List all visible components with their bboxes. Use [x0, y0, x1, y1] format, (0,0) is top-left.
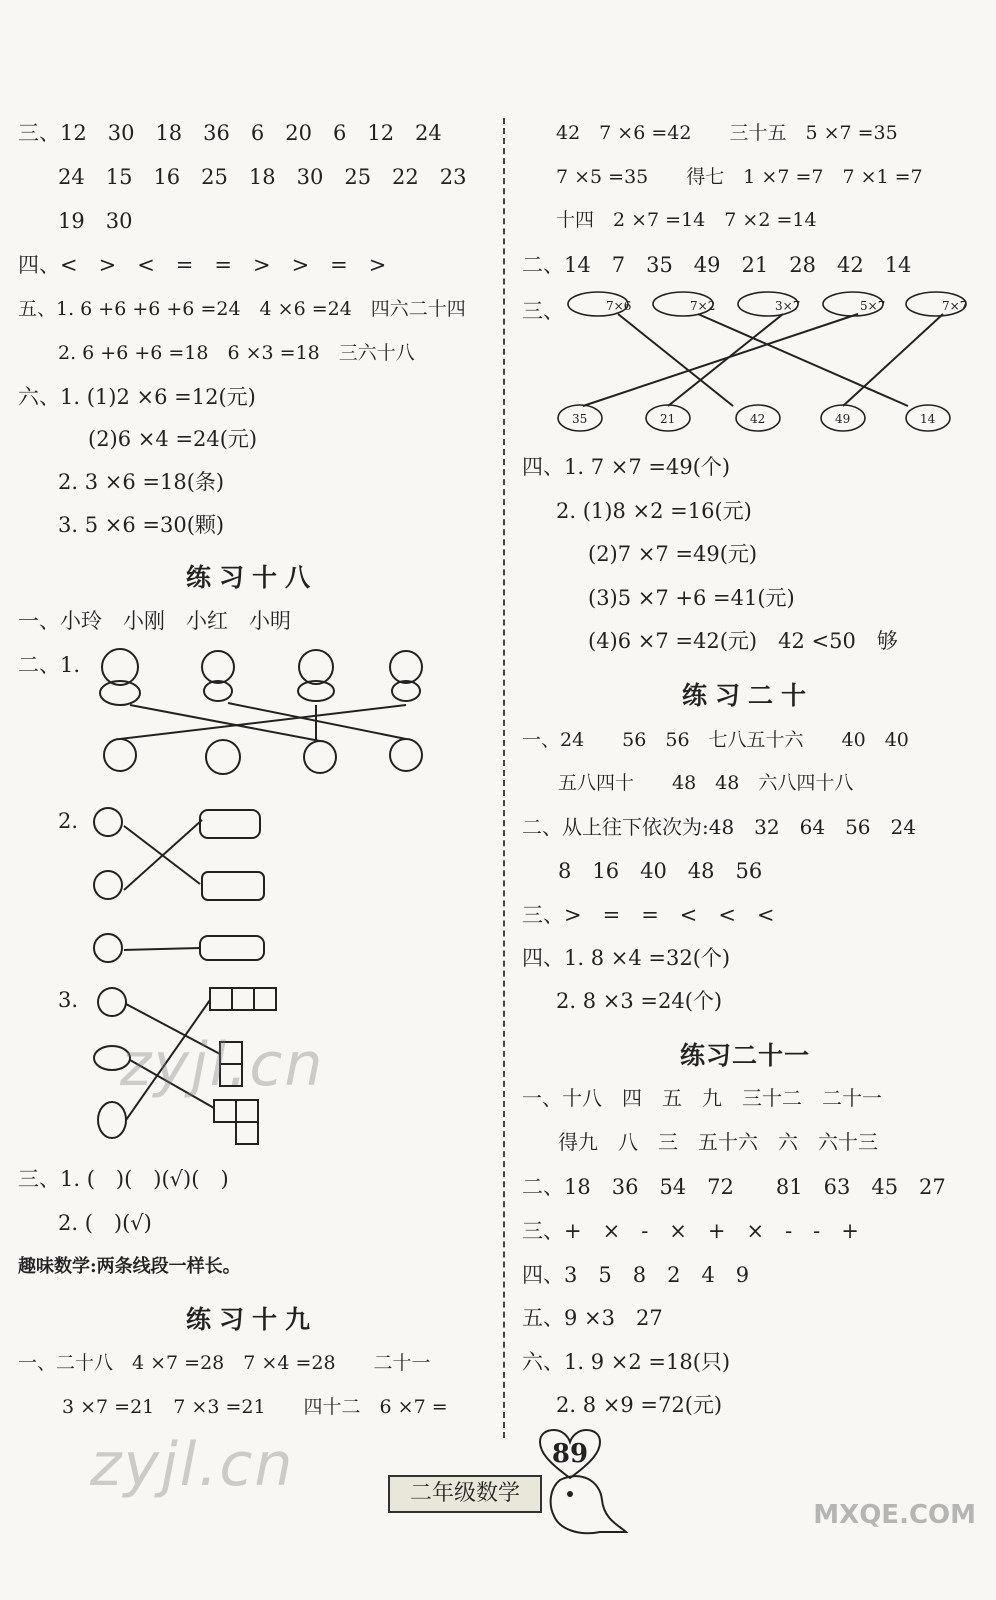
answer-line: 2. (1)8 ×2 =16(元): [556, 499, 752, 523]
answer-line: 19 30: [58, 209, 133, 233]
answer-line: 2. 6 +6 +6 =18 6 ×3 =18 三六十八: [58, 342, 415, 364]
page-number: 89: [551, 1439, 589, 1469]
cake-label: 14: [920, 412, 936, 426]
answer-line: (2)6 ×4 =24(元): [88, 427, 258, 451]
answer-line: (2)7 ×7 =49(元): [588, 542, 758, 566]
answer-line: 2.: [58, 809, 79, 833]
answer-line: 2. 3 ×6 =18(条): [58, 470, 225, 494]
section-heading: 练习二十一: [680, 1041, 811, 1070]
answer-line: 五、9 ×3 27: [522, 1306, 663, 1330]
answer-line: 8 16 40 48 56: [558, 859, 763, 883]
answer-line: 二、1.: [18, 653, 81, 677]
answer-line: 7 ×5 =35 得七 1 ×7 =7 7 ×1 =7: [556, 166, 923, 188]
answer-line: 3 ×7 =21 7 ×3 =21 四十二 6 ×7 =: [62, 1396, 448, 1418]
watermark-text: zyjl.cn: [120, 1030, 325, 1100]
answer-line: 二、14 7 35 49 21 28 42 14: [522, 253, 912, 277]
answer-line: 得九 八 三 五十六 六 六十三: [558, 1130, 878, 1154]
section-heading: 练习二十: [682, 681, 815, 710]
section-heading: 练习十八: [186, 563, 319, 592]
fun-math-line: 趣味数学:两条线段一样长。: [18, 1256, 241, 1277]
answer-line: 二、18 36 54 72 81 63 45 27: [522, 1175, 946, 1199]
answer-line: 六、1. 9 ×2 =18(只): [522, 1350, 731, 1374]
answer-line: 一、小玲 小刚 小红 小明: [18, 609, 291, 633]
answer-line: 十四 2 ×7 =14 7 ×2 =14: [556, 209, 817, 231]
answer-line: (4)6 ×7 =42(元) 42 <50 够: [588, 629, 898, 653]
answer-line: 三、+ × - × + × - - +: [522, 1219, 859, 1243]
cake-label: 35: [572, 412, 588, 426]
answer-line: 三、> = = < < <: [522, 903, 775, 927]
answer-line: 三、1. ( )( )(√)( ): [18, 1167, 229, 1191]
answer-line: 42 7 ×6 =42 三十五 5 ×7 =35: [556, 122, 898, 144]
seal-mascot-icon: [540, 1470, 630, 1540]
answer-line: 3. 5 ×6 =30(颗): [58, 513, 225, 537]
answer-line: 四、1. 8 ×4 =32(个): [522, 946, 731, 970]
answer-line: 2. 8 ×3 =24(个): [556, 989, 723, 1013]
answer-line: 一、二十八 4 ×7 =28 7 ×4 =28 二十一: [18, 1352, 431, 1374]
animal-label: 7×2: [690, 299, 716, 313]
animal-label: 7×7: [942, 299, 968, 313]
faces-cars-matching-figure: [90, 800, 290, 970]
answer-line: 五、1. 6 +6 +6 +6 =24 4 ×6 =24 四六二十四: [18, 298, 466, 320]
answer-line: 24 15 16 25 18 30 25 22 23: [58, 165, 467, 189]
answer-line: 六、1. (1)2 ×6 =12(元): [18, 385, 256, 409]
answer-line: 四、1. 7 ×7 =49(个): [522, 455, 731, 479]
cake-label: 49: [835, 412, 851, 426]
answer-line: 一、十八 四 五 九 三十二 二十一: [522, 1086, 882, 1110]
cats-children-matching-figure: [88, 645, 428, 795]
site-watermark: MXQE.COM: [813, 1500, 976, 1530]
answer-line: 三、: [522, 299, 564, 323]
cake-label: 21: [660, 412, 676, 426]
cake-label: 42: [750, 412, 766, 426]
watermark-text: zyjl.cn: [90, 1430, 295, 1500]
column-divider: [503, 118, 505, 1438]
answer-line: 一、24 56 56 七八五十六 40 40: [522, 729, 909, 751]
answer-line: 二、从上往下依次为:48 32 64 56 24: [522, 815, 916, 839]
answer-line: 五八四十 48 48 六八四十八: [558, 772, 854, 794]
answer-line: 三、12 30 18 36 6 20 6 12 24: [18, 121, 442, 145]
animal-label: 5×7: [860, 299, 886, 313]
animal-label: 7×6: [606, 299, 632, 313]
animal-label: 3×7: [775, 299, 801, 313]
answer-line: 2. 8 ×9 =72(元): [556, 1393, 723, 1417]
answer-line: (3)5 ×7 +6 =41(元): [588, 586, 795, 610]
book-title-banner: 二年级数学: [388, 1475, 542, 1513]
answer-line: 四、< > < = = > > = >: [18, 253, 387, 277]
answer-line: 2. ( )(√): [58, 1211, 152, 1235]
answer-line: 3.: [58, 988, 79, 1012]
section-heading: 练习十九: [186, 1305, 319, 1334]
answer-line: 四、3 5 8 2 4 9: [522, 1263, 750, 1287]
